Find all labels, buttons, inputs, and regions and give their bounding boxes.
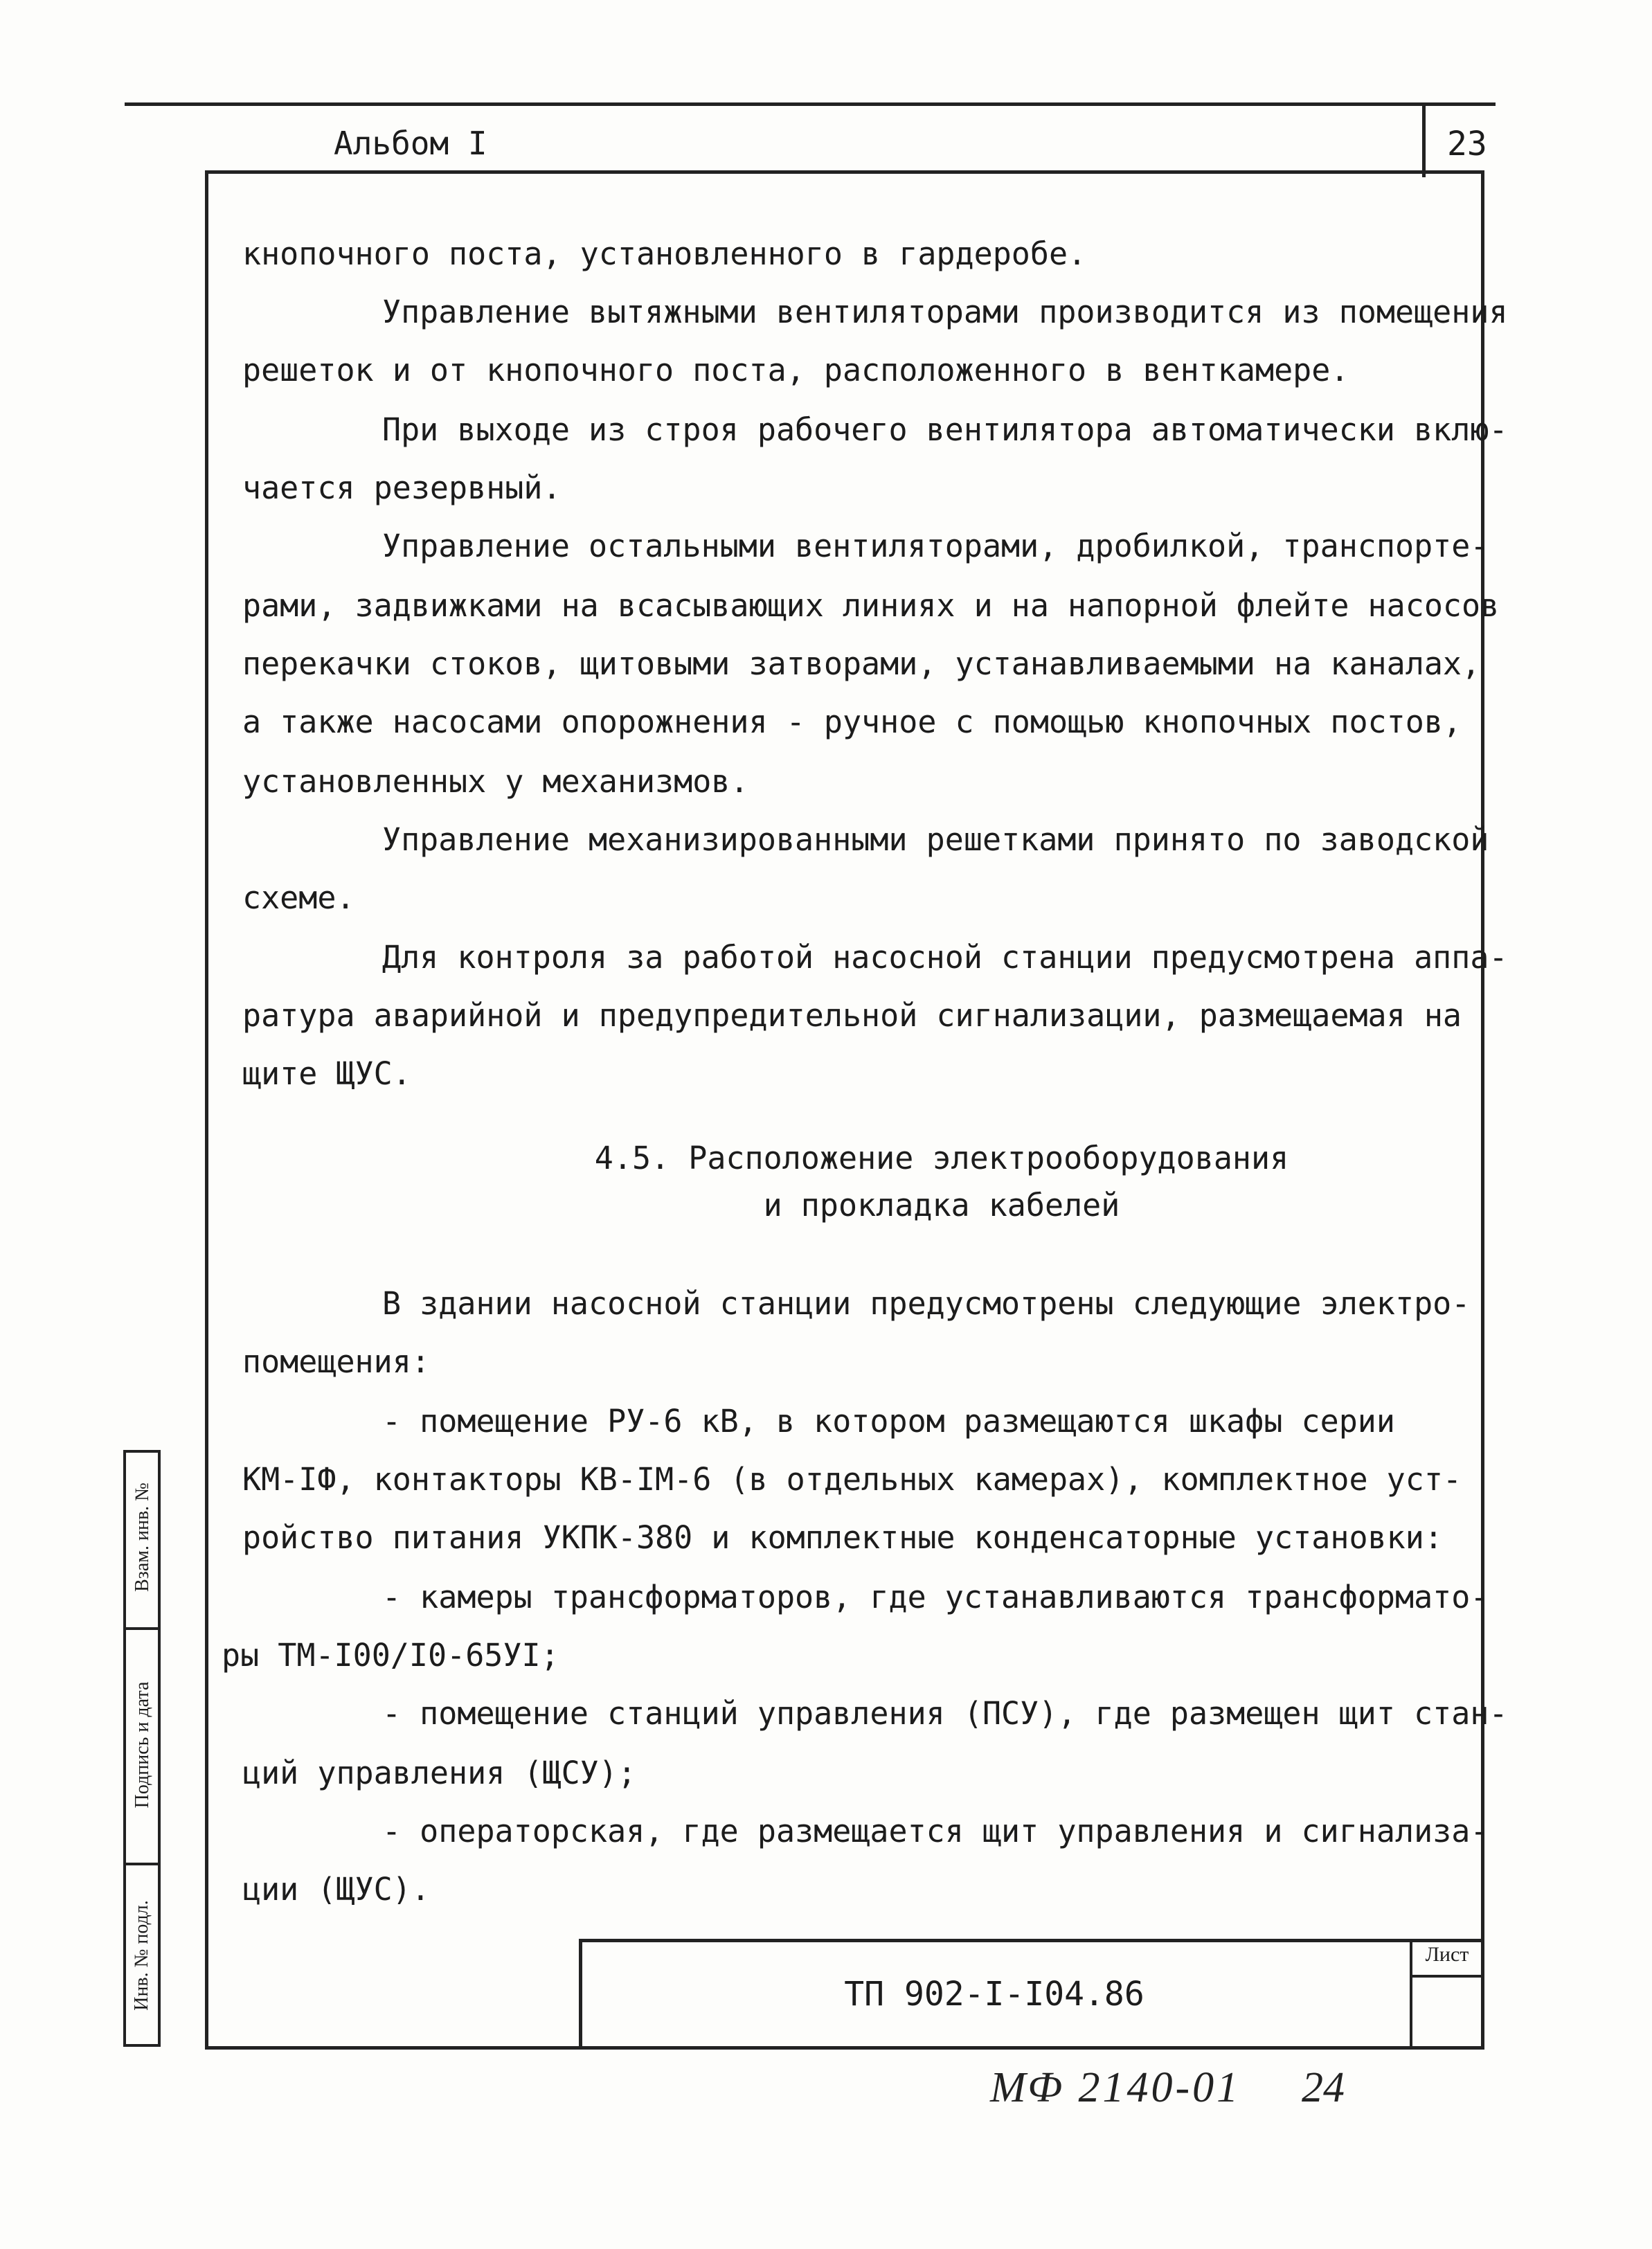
text-line: кнопочного поста, установленного в гардеробе. xyxy=(242,235,1087,272)
text-line: Для контроля за работой насосной станции предусмотрена аппа- xyxy=(382,939,1508,976)
text-line: Управление остальными вентиляторами, дробилкой, транспорте- xyxy=(382,528,1489,564)
section-title-line2: и прокладка кабелей xyxy=(763,1187,1120,1224)
text-line: При выходе из строя рабочего вентилятора автоматически вклю- xyxy=(382,411,1508,448)
text-line: КМ-IФ, контакторы КВ-IМ-6 (в отдельных камерах), комплектное уст- xyxy=(242,1461,1462,1498)
stamp-cell xyxy=(123,1630,161,1863)
text-line: чается резервный. xyxy=(242,469,562,506)
text-line: щите ЩУС. xyxy=(242,1055,411,1092)
top-rule xyxy=(125,102,1496,106)
text-line: решеток и от кнопочного поста, расположенного в венткамере. xyxy=(242,352,1349,388)
text-line: - операторская, где размещается щит управления и сигнализа- xyxy=(382,1813,1489,1849)
text-line: - камеры трансформаторов, где устанавливаются трансформато- xyxy=(382,1579,1489,1615)
section-title-line1: 4.5. Расположение электрооборудования xyxy=(594,1140,1289,1176)
sheet-label: Лист xyxy=(1425,1943,1469,1966)
page-number-divider xyxy=(1422,104,1426,177)
text-line: ры ТМ-I00/I0-65УI; xyxy=(222,1637,559,1674)
text-line: ройство питания УКПК-380 и комплектные конденсаторные установки: xyxy=(242,1519,1443,1556)
handwritten-number: 24 xyxy=(1302,2064,1345,2111)
text-line: ций управления (ЩСУ); xyxy=(242,1755,636,1791)
document-code: ТП 902-I-I04.86 xyxy=(844,1975,1144,2014)
text-line: ратура аварийной и предупредительной сигнализации, размещаемая на xyxy=(242,997,1462,1034)
text-line: ции (ЩУС). xyxy=(242,1871,430,1908)
stamp-cell xyxy=(123,1865,161,2047)
stamp-cell xyxy=(123,1450,161,1627)
handwritten-code: МФ 2140-01 xyxy=(990,2064,1241,2111)
stamp-inv-no: Инв. № подл. xyxy=(131,1900,152,2011)
stamp-replaces-inv: Взам. инв. № xyxy=(132,1482,153,1592)
stamp-signature-date: Подпись и дата xyxy=(132,1681,153,1809)
text-line: В здании насосной станции предусмотрены следующие электро- xyxy=(382,1285,1471,1322)
page-number: 23 xyxy=(1447,125,1487,163)
sheet-separator xyxy=(1410,1975,1484,1978)
text-line: помещения: xyxy=(242,1343,430,1380)
text-line: установленных у механизмов. xyxy=(242,763,749,800)
text-line: Управление вытяжными вентиляторами производится из помещения xyxy=(382,294,1508,330)
album-label: Альбом I xyxy=(334,125,487,162)
text-line: - помещение РУ-6 кВ, в котором размещаются шкафы серии xyxy=(382,1403,1395,1440)
text-line: схеме. xyxy=(242,879,355,916)
text-line: - помещение станций управления (ПСУ), где размещен щит стан- xyxy=(382,1695,1508,1732)
text-line: перекачки стоков, щитовыми затворами, устанавливаемыми на каналах, xyxy=(242,645,1481,682)
text-line: а также насосами опорожнения - ручное с помощью кнопочных постов, xyxy=(242,704,1462,740)
text-line: рами, задвижками на всасывающих линиях и на напорной флейте насосов xyxy=(242,587,1500,624)
text-line: Управление механизированными решетками принято по заводской xyxy=(382,821,1489,858)
